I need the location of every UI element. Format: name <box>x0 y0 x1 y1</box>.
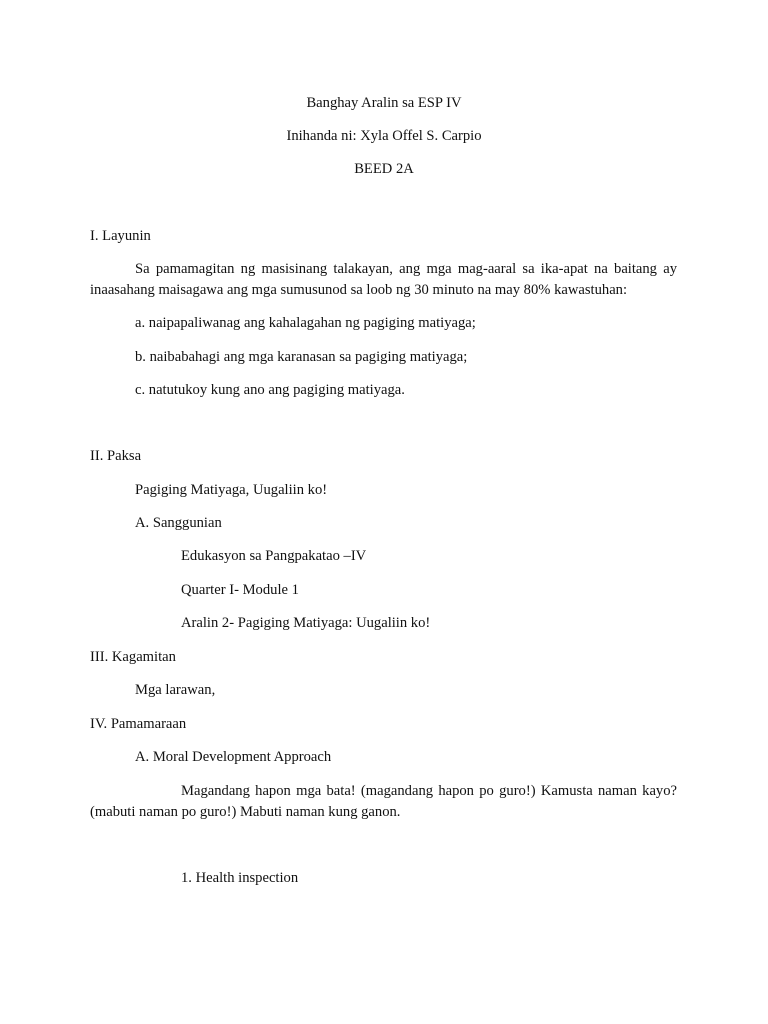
sanggunian-heading: A. Sanggunian <box>135 515 222 531</box>
objective-item-c: c. natutukoy kung ano ang pagiging matiyaga. <box>135 382 405 398</box>
layunin-intro-paragraph: Sa pamamagitan ng masisinang talakayan, ang mga mag-aaral sa ika-apat na baitang ay inaasahang maisagawa ang mga sumusunod sa loob ng 30 minuto na may 80% kawastuhan: <box>90 261 677 298</box>
sanggunian-item: Edukasyon sa Pangpakatao –IV <box>181 548 367 564</box>
heading-kagamitan: III. Kagamitan <box>90 649 176 665</box>
greeting-paragraph: Magandang hapon mga bata! (magandang hapon po guro!) Kamusta naman kayo? (mabuti naman po guro!) Mabuti naman kung ganon. <box>90 783 677 820</box>
heading-layunin: I. Layunin <box>90 228 151 244</box>
kagamitan-text: Mga larawan, <box>135 682 216 698</box>
heading-paksa: II. Paksa <box>90 448 142 464</box>
heading-pamamaraan: IV. Pamamaraan <box>90 716 187 732</box>
objective-item-a: a. naipapaliwanag ang kahalagahan ng pagiging matiyaga; <box>135 315 476 331</box>
step-health-inspection: 1. Health inspection <box>181 870 299 886</box>
sanggunian-item: Quarter I- Module 1 <box>181 582 299 598</box>
sanggunian-item: Aralin 2- Pagiging Matiyaga: Uugaliin ko! <box>181 615 431 631</box>
approach-heading: A. Moral Development Approach <box>135 749 332 765</box>
section-line: BEED 2A <box>354 161 414 177</box>
document-title: Banghay Aralin sa ESP IV <box>306 95 462 111</box>
objective-item-b: b. naibabahagi ang mga karanasan sa pagiging matiyaga; <box>135 349 468 365</box>
author-line: Inihanda ni: Xyla Offel S. Carpio <box>286 128 482 144</box>
paksa-topic: Pagiging Matiyaga, Uugaliin ko! <box>135 482 328 498</box>
